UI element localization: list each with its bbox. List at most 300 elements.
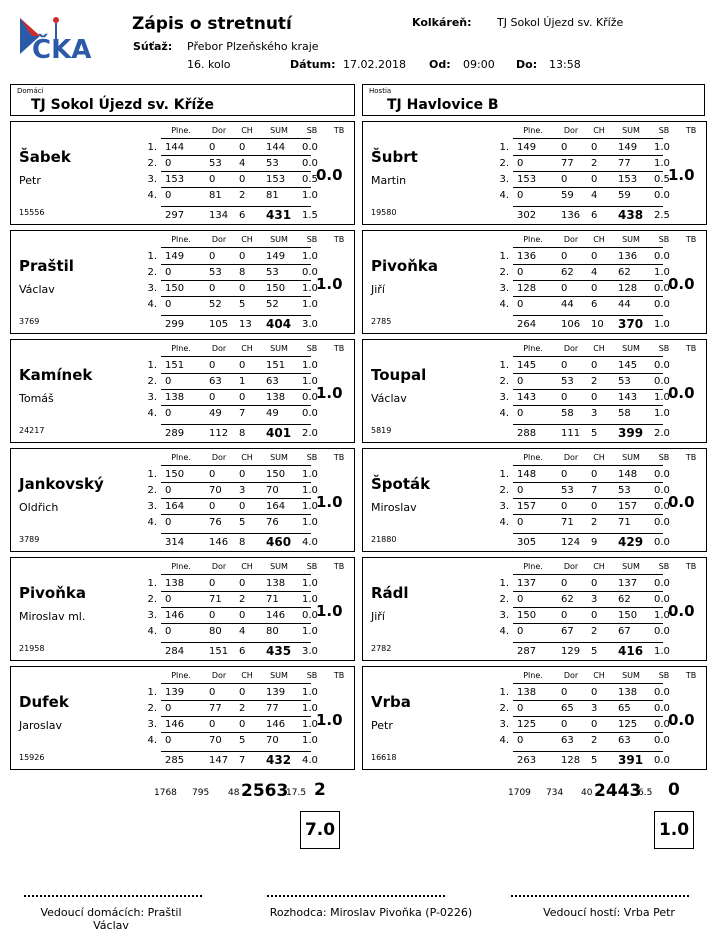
round-number: 4. [499,190,509,201]
round-number: 1. [147,469,157,480]
round-cell: 0 [517,408,524,419]
player-surname: Vrba [371,693,411,711]
home-total-sb: 17.5 [286,788,307,798]
logo-text: ČKA [32,35,92,64]
round-cell: 0 [561,469,568,480]
home-player-box [10,230,355,334]
round-number: 3. [147,610,157,621]
round-cell: 0 [591,469,598,480]
round-cell: 67 [561,626,574,637]
datum-value: 17.02.2018 [343,58,406,71]
round-cell: 2 [239,190,246,201]
round-cell: 65 [618,703,631,714]
column-header: CH [593,671,605,680]
player-id: 24217 [19,426,45,435]
row-divider [161,187,311,188]
round-cell: 81 [209,190,222,201]
round-number: 3. [499,610,509,621]
round-cell: 0 [209,283,216,294]
away-player-box [362,557,707,661]
player-total-cell: 134 [209,210,229,221]
round-cell: 146 [266,719,286,730]
round-cell: 0 [239,687,246,698]
round-cell: 138 [165,578,185,589]
column-header: SUM [270,562,288,571]
round-cell: 1.0 [302,719,318,730]
round-cell: 0 [209,251,216,262]
round-cell: 81 [266,190,279,201]
round-cell: 0 [591,360,598,371]
column-header: TB [685,671,697,680]
round-cell: 0.0 [654,501,670,512]
do-label: Do: [516,58,538,71]
round-cell: 76 [209,517,222,528]
round-cell: 71 [618,517,631,528]
row-divider [513,296,663,297]
round-cell: 150 [165,469,185,480]
column-header: Plne. [171,562,191,571]
round-cell: 53 [618,376,631,387]
player-total-cell: 129 [561,646,581,657]
player-total-cell: 6 [239,646,246,657]
round-cell: 149 [618,142,638,153]
round-cell: 157 [618,501,638,512]
player-first-name: Jaroslav [19,719,63,732]
round-cell: 59 [618,190,631,201]
total-divider [513,206,663,207]
column-header: SB [306,344,318,353]
player-tb: 0.0 [316,166,343,184]
column-header: SB [658,453,670,462]
round-number: 1. [147,578,157,589]
column-header: Dor [563,671,579,680]
round-cell: 0 [561,360,568,371]
round-number: 3. [147,501,157,512]
round-cell: 0.0 [654,703,670,714]
round-cell: 65 [561,703,574,714]
round-cell: 0 [517,735,524,746]
player-surname: Toupal [371,366,427,384]
column-header: SUM [622,126,640,135]
player-total-sum: 432 [266,753,292,767]
round-cell: 2 [239,594,246,605]
round-cell: 0 [209,392,216,403]
column-header: SB [658,235,670,244]
player-total-cell: 1.5 [302,210,318,221]
round-cell: 0 [165,594,172,605]
round-number: 4. [147,190,157,201]
round-cell: 144 [266,142,286,153]
column-header: TB [333,562,345,571]
round-number: 4. [499,408,509,419]
player-total-cell: 106 [561,319,581,330]
round-cell: 4 [591,267,598,278]
column-header: SUM [270,453,288,462]
round-number: 2. [499,376,509,387]
player-total-sum: 460 [266,535,292,549]
row-divider [161,700,311,701]
player-id: 21880 [371,535,397,544]
round-cell: 0.0 [654,578,670,589]
round-cell: 63 [618,735,631,746]
round-cell: 0.0 [654,190,670,201]
round-cell: 0 [591,610,598,621]
od-label: Od: [429,58,451,71]
column-header: Plne. [523,126,543,135]
player-total-cell: 3.0 [302,319,318,330]
row-divider [513,498,663,499]
away-total-dor: 734 [546,788,564,798]
round-cell: 153 [266,174,286,185]
player-total-cell: 10 [591,319,604,330]
round-number: 2. [499,267,509,278]
player-total-cell: 5 [591,428,598,439]
round-cell: 144 [165,142,185,153]
header-divider [161,356,311,357]
round-cell: 5 [239,517,246,528]
player-total-cell: 151 [209,646,229,657]
player-total-cell: 0.0 [654,755,670,766]
round-cell: 139 [165,687,185,698]
round-cell: 0 [561,392,568,403]
header-divider [513,683,663,684]
round-cell: 1.0 [654,392,670,403]
player-total-cell: 0.0 [654,537,670,548]
round-cell: 0 [517,485,524,496]
round-cell: 0 [239,174,246,185]
column-header: Plne. [171,235,191,244]
player-id: 2782 [371,644,392,653]
round-number: 2. [147,267,157,278]
round-cell: 1.0 [302,299,318,310]
away-total-sum: 2443 [594,781,642,801]
round-cell: 146 [266,610,286,621]
home-player-box [10,448,355,552]
row-divider [513,405,663,406]
row-divider [161,607,311,608]
round-cell: 0 [561,719,568,730]
round-cell: 53 [561,376,574,387]
round-cell: 0.0 [654,299,670,310]
round-cell: 1.0 [654,158,670,169]
round-number: 4. [147,517,157,528]
round-number: 1. [499,687,509,698]
round-cell: 0 [239,360,246,371]
round-cell: 0 [591,251,598,262]
player-surname: Pivoňka [371,257,438,275]
player-tb: 1.0 [316,602,343,620]
round-cell: 1.0 [654,142,670,153]
round-cell: 148 [618,469,638,480]
round-cell: 0.0 [302,267,318,278]
column-header: Dor [211,235,227,244]
column-header: CH [241,235,253,244]
round-cell: 143 [618,392,638,403]
round-cell: 4 [239,158,246,169]
player-total-cell: 146 [209,537,229,548]
row-divider [161,389,311,390]
round-number: 4. [499,735,509,746]
row-divider [513,607,663,608]
player-first-name: Petr [19,174,41,187]
player-tb: 0.0 [668,384,695,402]
row-divider [161,373,311,374]
round-number: 4. [147,408,157,419]
round-cell: 151 [266,360,286,371]
column-header: SB [306,671,318,680]
row-divider [513,373,663,374]
column-header: TB [333,453,345,462]
round-cell: 125 [618,719,638,730]
player-tb: 1.0 [316,493,343,511]
player-total-sum: 431 [266,208,292,222]
row-divider [161,716,311,717]
page-title: Zápis o stretnutí [132,14,292,34]
round-cell: 138 [618,687,638,698]
away-player-box [362,121,707,225]
column-header: CH [593,235,605,244]
column-header: CH [593,453,605,462]
column-header: TB [333,344,345,353]
round-cell: 1.0 [302,485,318,496]
header-divider [161,138,311,139]
round-cell: 5 [239,735,246,746]
round-cell: 80 [209,626,222,637]
player-surname: Šabek [19,148,71,166]
round-number: 3. [499,501,509,512]
column-header: Dor [563,453,579,462]
player-total-cell: 5 [591,646,598,657]
player-total-cell: 136 [561,210,581,221]
total-divider [513,424,663,425]
player-total-cell: 147 [209,755,229,766]
round-cell: 2 [591,735,598,746]
round-cell: 0 [561,251,568,262]
column-header: Plne. [523,562,543,571]
player-surname: Pivoňka [19,584,86,602]
round-cell: 138 [266,578,286,589]
round-cell: 0.5 [302,174,318,185]
player-tb: 1.0 [316,275,343,293]
row-divider [513,514,663,515]
round-cell: 1.0 [302,687,318,698]
player-id: 16618 [371,753,397,762]
round-cell: 71 [209,594,222,605]
column-header: Plne. [523,671,543,680]
round-cell: 59 [561,190,574,201]
kolo-value: 16. kolo [187,58,231,71]
round-cell: 150 [517,610,537,621]
kolkaren-value: TJ Sokol Újezd sv. Kříže [497,16,624,29]
round-cell: 3 [591,594,598,605]
round-cell: 0 [165,190,172,201]
round-cell: 1.0 [302,594,318,605]
player-id: 15556 [19,208,45,217]
round-cell: 77 [618,158,631,169]
home-total-ch: 48 [228,788,240,798]
round-cell: 145 [618,360,638,371]
round-cell: 0.0 [654,517,670,528]
round-cell: 148 [517,469,537,480]
player-id: 21958 [19,644,45,653]
round-cell: 125 [517,719,537,730]
round-cell: 0 [239,610,246,621]
row-divider [161,482,311,483]
round-cell: 7 [591,485,598,496]
round-cell: 1.0 [302,469,318,480]
row-divider [513,187,663,188]
round-cell: 1.0 [302,376,318,387]
player-total-sum: 438 [618,208,644,222]
column-header: CH [593,344,605,353]
home-player-box [10,666,355,770]
round-cell: 53 [209,158,222,169]
round-cell: 150 [266,283,286,294]
player-total-cell: 263 [517,755,537,766]
player-total-cell: 2.5 [654,210,670,221]
round-number: 3. [147,719,157,730]
row-divider [513,700,663,701]
round-cell: 0 [209,174,216,185]
row-divider [513,280,663,281]
column-header: SB [658,671,670,680]
round-number: 2. [499,594,509,605]
round-cell: 2 [591,626,598,637]
player-first-name: Oldřich [19,501,59,514]
round-cell: 0 [591,392,598,403]
round-cell: 0.0 [654,626,670,637]
round-cell: 3 [591,703,598,714]
player-total-cell: 6 [591,210,598,221]
player-tb: 0.0 [668,275,695,293]
away-total-ch: 40 [581,788,593,798]
round-cell: 0.0 [654,283,670,294]
round-cell: 1.0 [654,610,670,621]
player-tb: 1.0 [316,711,343,729]
od-value: 09:00 [463,58,495,71]
round-cell: 58 [561,408,574,419]
player-id: 15926 [19,753,45,762]
round-cell: 2 [591,158,598,169]
total-divider [161,533,311,534]
round-number: 4. [147,299,157,310]
player-tb: 1.0 [668,166,695,184]
round-cell: 53 [266,158,279,169]
round-cell: 0 [561,283,568,294]
column-header: SB [658,562,670,571]
round-cell: 53 [266,267,279,278]
round-cell: 53 [209,267,222,278]
home-leader-signature-line [24,895,202,897]
row-divider [161,732,311,733]
round-cell: 49 [209,408,222,419]
away-total-tb: 0 [668,780,680,800]
column-header: TB [333,235,345,244]
round-cell: 62 [561,267,574,278]
player-total-cell: 112 [209,428,229,439]
round-cell: 153 [618,174,638,185]
row-divider [513,716,663,717]
home-final-score: 7.0 [300,811,340,849]
column-header: Plne. [171,453,191,462]
player-total-sum: 370 [618,317,644,331]
column-header: Dor [211,671,227,680]
player-total-sum: 435 [266,644,292,658]
round-cell: 0 [209,687,216,698]
round-cell: 0 [209,469,216,480]
row-divider [513,155,663,156]
round-cell: 62 [618,594,631,605]
round-number: 1. [147,360,157,371]
column-header: SUM [270,126,288,135]
row-divider [513,732,663,733]
home-total-dor: 795 [192,788,210,798]
column-header: Dor [563,562,579,571]
cka-logo [18,14,100,64]
round-number: 4. [147,626,157,637]
home-player-box [10,557,355,661]
round-cell: 71 [561,517,574,528]
column-header: Plne. [171,671,191,680]
player-total-cell: 8 [239,537,246,548]
player-total-cell: 13 [239,319,252,330]
player-total-sum: 391 [618,753,644,767]
round-cell: 0 [517,594,524,605]
round-cell: 49 [266,408,279,419]
round-cell: 0 [165,158,172,169]
player-total-sum: 416 [618,644,644,658]
column-header: TB [333,671,345,680]
round-cell: 0 [239,469,246,480]
player-total-cell: 305 [517,537,537,548]
player-first-name: Petr [371,719,393,732]
column-header: SB [306,562,318,571]
column-header: CH [241,126,253,135]
player-first-name: Miroslav ml. [19,610,86,623]
away-player-box [362,666,707,770]
round-cell: 0 [561,501,568,512]
away-player-box [362,230,707,334]
round-cell: 149 [266,251,286,262]
column-header: Dor [563,235,579,244]
round-cell: 138 [517,687,537,698]
round-cell: 0 [517,626,524,637]
round-cell: 0 [209,719,216,730]
away-final-score: 1.0 [654,811,694,849]
round-cell: 0 [165,517,172,528]
round-cell: 4 [591,190,598,201]
round-cell: 138 [266,392,286,403]
home-player-box [10,121,355,225]
round-cell: 70 [209,485,222,496]
round-cell: 1.0 [302,251,318,262]
player-first-name: Miroslav [371,501,417,514]
round-cell: 53 [618,485,631,496]
round-cell: 0 [239,283,246,294]
header-divider [161,465,311,466]
round-cell: 0 [239,501,246,512]
total-divider [161,751,311,752]
round-cell: 149 [165,251,185,262]
player-total-cell: 2.0 [302,428,318,439]
player-total-cell: 289 [165,428,185,439]
round-number: 4. [147,735,157,746]
total-divider [161,206,311,207]
round-number: 2. [147,703,157,714]
column-header: Plne. [523,235,543,244]
row-divider [161,155,311,156]
round-cell: 137 [618,578,638,589]
